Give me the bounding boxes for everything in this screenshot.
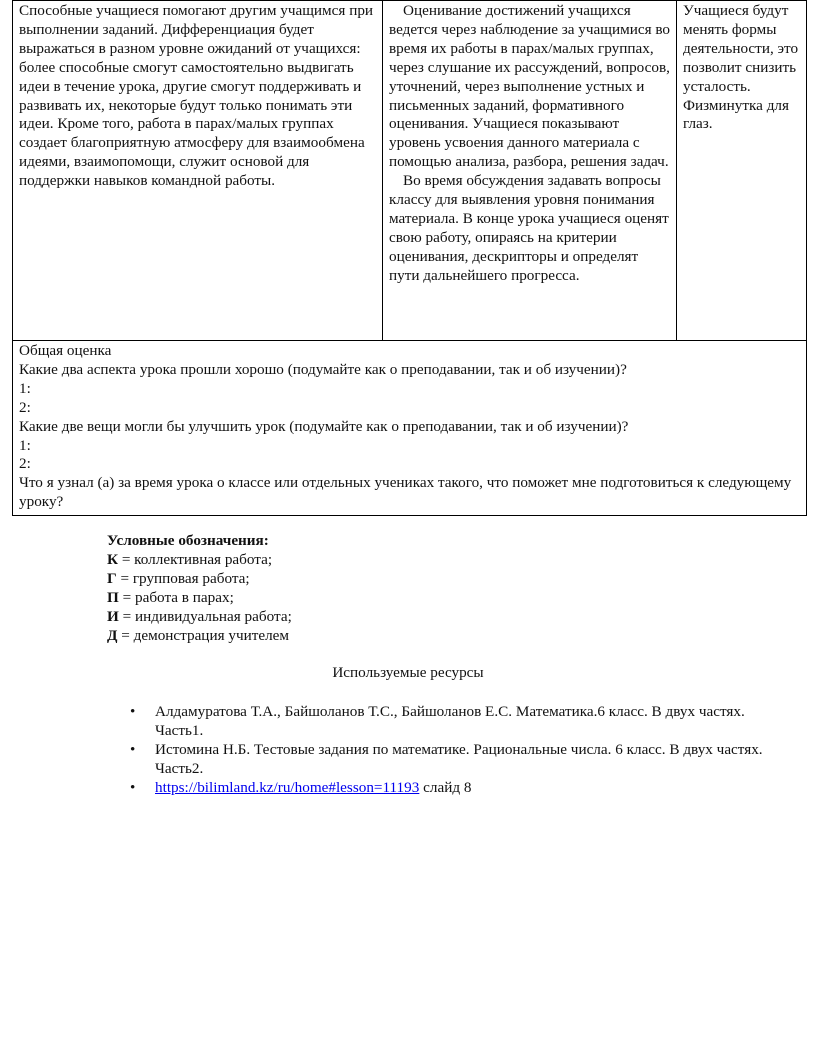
legend-key: И [107,607,119,625]
bullet-icon: • [130,740,136,758]
reflection-cell [13,341,807,516]
reflection-answer-1-1: 1: [19,379,31,397]
legend-item [107,608,292,627]
table-row [13,1,807,341]
bullet-icon: • [130,703,136,720]
reflection-answer-2-1: 1: [19,436,31,454]
legend-key: П [107,588,119,606]
legend-key: Д [107,626,118,644]
reflection-question-1: Какие два аспекта урока прошли хорошо (подумайте как о преподавании, так и об изучении)? [19,360,627,378]
differentiation-text: Способные учащиеся помогают другим учащимся при выполнении заданий. Дифференциация будет выражаться в разном уровне ожиданий от учащихся: более способные смогут самостоятельно выдвигать идеи в течение урока, другие смогут поддерживать и развивать их, некоторые будут только понимать эти идеи. Кроме того, работа в парах/малых группах создает благоприятную атмосферу для взаимообмена идеями, взаимопомощи, служит основой для поддержки навыков командной работы. [19,2,374,190]
reflection-answer-1-2: 2: [19,398,31,416]
reflection-answer-2-2: 2: [19,455,31,473]
assessment-cell [383,1,677,341]
legend-title: Условные обозначения: [107,532,269,549]
legend-text: = групповая работа; [116,569,250,587]
legend [107,532,292,645]
legend-item [107,551,292,570]
differentiation-cell [13,1,383,341]
assessment-text-2: Во время обсуждения задавать вопросы классу для выявления уровня понимания материала. В конце урока учащиеся оценят свою работу, опираясь на критерии оценивания, дескрипторы и определят пути дальнейшего прогресса. [389,172,669,284]
health-cell [677,1,807,341]
lesson-table [12,0,807,516]
legend-text: = демонстрация учителем [117,626,290,644]
resource-link[interactable]: https://bilimland.kz/ru/home#lesson=11193 [155,778,420,796]
legend-text: = работа в парах; [118,588,234,606]
reflection-question-3: Что я узнал (а) за время урока о классе или отдельных учениках такого, что поможет мне подготовиться к следующему уроку? [19,474,792,511]
resource-link-suffix: слайд 8 [419,778,472,796]
reflection-title: Общая оценка [19,342,112,359]
reflection-question-2: Какие две вещи могли бы улучшить урок (подумайте как о преподавании, так и об изучении)? [19,417,629,435]
list-item [130,740,765,779]
resources-title: Используемые ресурсы [332,664,484,681]
legend-text: = коллективная работа; [118,550,273,568]
legend-key: К [107,550,119,568]
list-item [130,703,765,741]
legend-key: Г [107,569,117,587]
resource-text: Алдамуратова Т.А., Байшоланов Т.С., Байшоланов Е.С. Математика.6 класс. В двух частях. Часть1. [155,703,745,739]
bullet-icon: • [130,778,136,796]
resources-list [130,703,765,798]
health-text: Учащиеся будут менять формы деятельности, это позволит снизить усталость. Физминутка для глаз. [683,2,799,133]
legend-item [107,627,292,646]
resource-text: Истомина Н.Б. Тестовые задания по математике. Рациональные числа. 6 класс. В двух частях. Часть2. [155,740,763,777]
list-item [130,778,765,798]
legend-item [107,589,292,608]
table-row [13,341,807,516]
legend-item [107,570,292,589]
legend-text: = индивидуальная работа; [118,607,292,625]
assessment-text-1: Оценивание достижений учащихся ведется через наблюдение за учащимися во время их работы в парах/малых группах, через слушание их рассуждений, вопросов, уточнений, через выполнение устных и письменных заданий, формативного оценивания. Учащиеся показывают уровень усвоения данного материала с помощью анализа, разбора, решения задач. [389,2,671,171]
